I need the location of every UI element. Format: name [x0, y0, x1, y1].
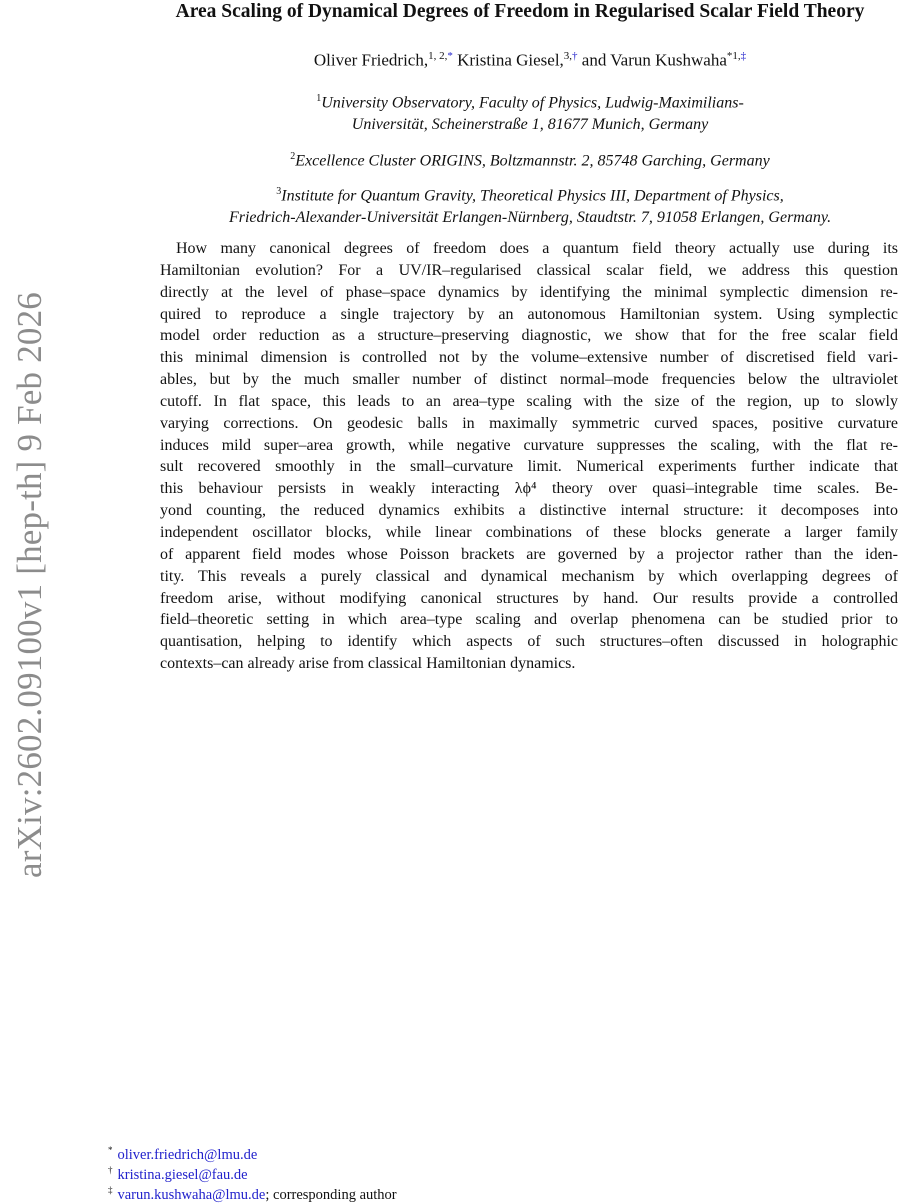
footnote-link[interactable]: ‡ — [740, 50, 747, 62]
abstract-line: induces mild super–area growth, while negative curvature suppresses the scaling, with the flat re- — [160, 436, 898, 454]
abstract-line: cutoff. In flat space, this leads to an area–type scaling with the size of the region, up to slowly — [160, 392, 898, 410]
arxiv-stamp: arXiv:2602.09100v1 [hep-th] 9 Feb 2026 — [10, 292, 49, 878]
author-name: Kristina Giesel, — [457, 50, 564, 70]
footnote-3 — [108, 1181, 397, 1204]
affil-num: 3 — [276, 186, 282, 197]
abstract-line: yond counting, the reduced dynamics exhibits a distinctive internal structure: it decomposes into — [160, 502, 898, 520]
author-affil: 3, — [563, 50, 573, 62]
abstract — [160, 238, 898, 675]
abstract-line: contexts–can already arise from classical Hamiltonian dynamics. — [160, 655, 576, 673]
email-link[interactable]: kristina.giesel@fau.de — [117, 1166, 248, 1183]
author-affil: 1, 2, — [428, 50, 448, 62]
abstract-line: sult recovered smoothly in the small–curvature limit. Numerical experiments further indicate that — [160, 458, 898, 476]
affil-line: Universität, Scheinerstraße 1, 81677 Munich, Germany — [351, 116, 709, 134]
author-name: Oliver Friedrich, — [313, 50, 429, 70]
affil-line: Friedrich-Alexander-Universität Erlangen-Nürnberg, Staudtstr. 7, 91058 Erlangen, Germany. — [228, 209, 832, 227]
affiliation-2 — [130, 146, 924, 172]
affil-num: 1 — [316, 93, 322, 104]
abstract-line: quired to reproduce a single trajectory by an autonomous Hamiltonian system. Using symplectic — [160, 305, 898, 323]
abstract-line: model order reduction as a structure–preserving diagnostic, we show that for the free scalar field — [160, 327, 898, 345]
abstract-line: varying corrections. On geodesic balls in maximally symmetric curved spaces, positive curvature — [160, 414, 898, 432]
footnote-note: ; corresponding author — [265, 1186, 397, 1203]
affil-num: 2 — [290, 151, 296, 162]
abstract-line: of apparent field modes whose Poisson brackets are governed by a projector rather than the iden- — [160, 545, 898, 563]
affiliation-3 — [130, 181, 924, 229]
author-affil: *1, — [726, 50, 741, 62]
affil-line: Institute for Quantum Gravity, Theoretical Physics III, Department of Physics, — [281, 187, 784, 205]
author-name: and Varun Kushwaha — [581, 50, 727, 70]
paper-title: Area Scaling of Dynamical Degrees of Freedom in Regularised Scalar Field Theory — [175, 1, 865, 22]
abstract-line: field–theoretic setting in which area–type scaling and overlap phenomena can be studied prior to — [160, 611, 898, 629]
email-link[interactable]: varun.kushwaha@lmu.de — [117, 1186, 266, 1203]
email-link[interactable]: oliver.friedrich@lmu.de — [117, 1146, 258, 1163]
abstract-line: Hamiltonian evolution? For a UV/IR–regularised classical scalar field, we address this question — [160, 261, 898, 279]
footnote-mark: * — [108, 1145, 113, 1155]
footnote-link[interactable]: † — [572, 50, 578, 62]
affiliation-1 — [130, 88, 924, 136]
abstract-line: this minimal dimension is controlled not by the volume–extensive number of discretised field vari- — [160, 349, 898, 367]
abstract-line: independent oscillator blocks, while linear combinations of these blocks generate a larger family — [160, 523, 898, 541]
abstract-line: quantisation, helping to identify which aspects of such structures–often discussed in holographic — [160, 633, 898, 651]
abstract-line: directly at the level of phase–space dynamics by identifying the minimal symplectic dimension re- — [160, 283, 898, 301]
abstract-line: freedom arise, without modifying canonical structures by hand. Our results provide a controlled — [160, 589, 898, 607]
abstract-line: ables, but by the much smaller number of distinct normal–mode frequencies below the ultraviolet — [160, 371, 898, 389]
affil-line: University Observatory, Faculty of Physics, Ludwig-Maximilians- — [321, 94, 744, 112]
author-list — [100, 44, 924, 73]
footnote-mark: ‡ — [108, 1185, 113, 1195]
abstract-line: this behaviour persists in weakly interacting λϕ⁴ theory over quasi–integrable time scales. Be- — [160, 480, 898, 498]
footnote-mark: † — [108, 1165, 113, 1175]
abstract-line: tity. This reveals a purely classical and dynamical mechanism by which overlapping degrees of — [160, 567, 898, 585]
affil-line: Excellence Cluster ORIGINS, Boltzmannstr. 2, 85748 Garching, Germany — [295, 152, 770, 170]
footnote-link[interactable]: * — [447, 50, 453, 62]
abstract-line: How many canonical degrees of freedom does a quantum field theory actually use during its — [176, 240, 898, 257]
